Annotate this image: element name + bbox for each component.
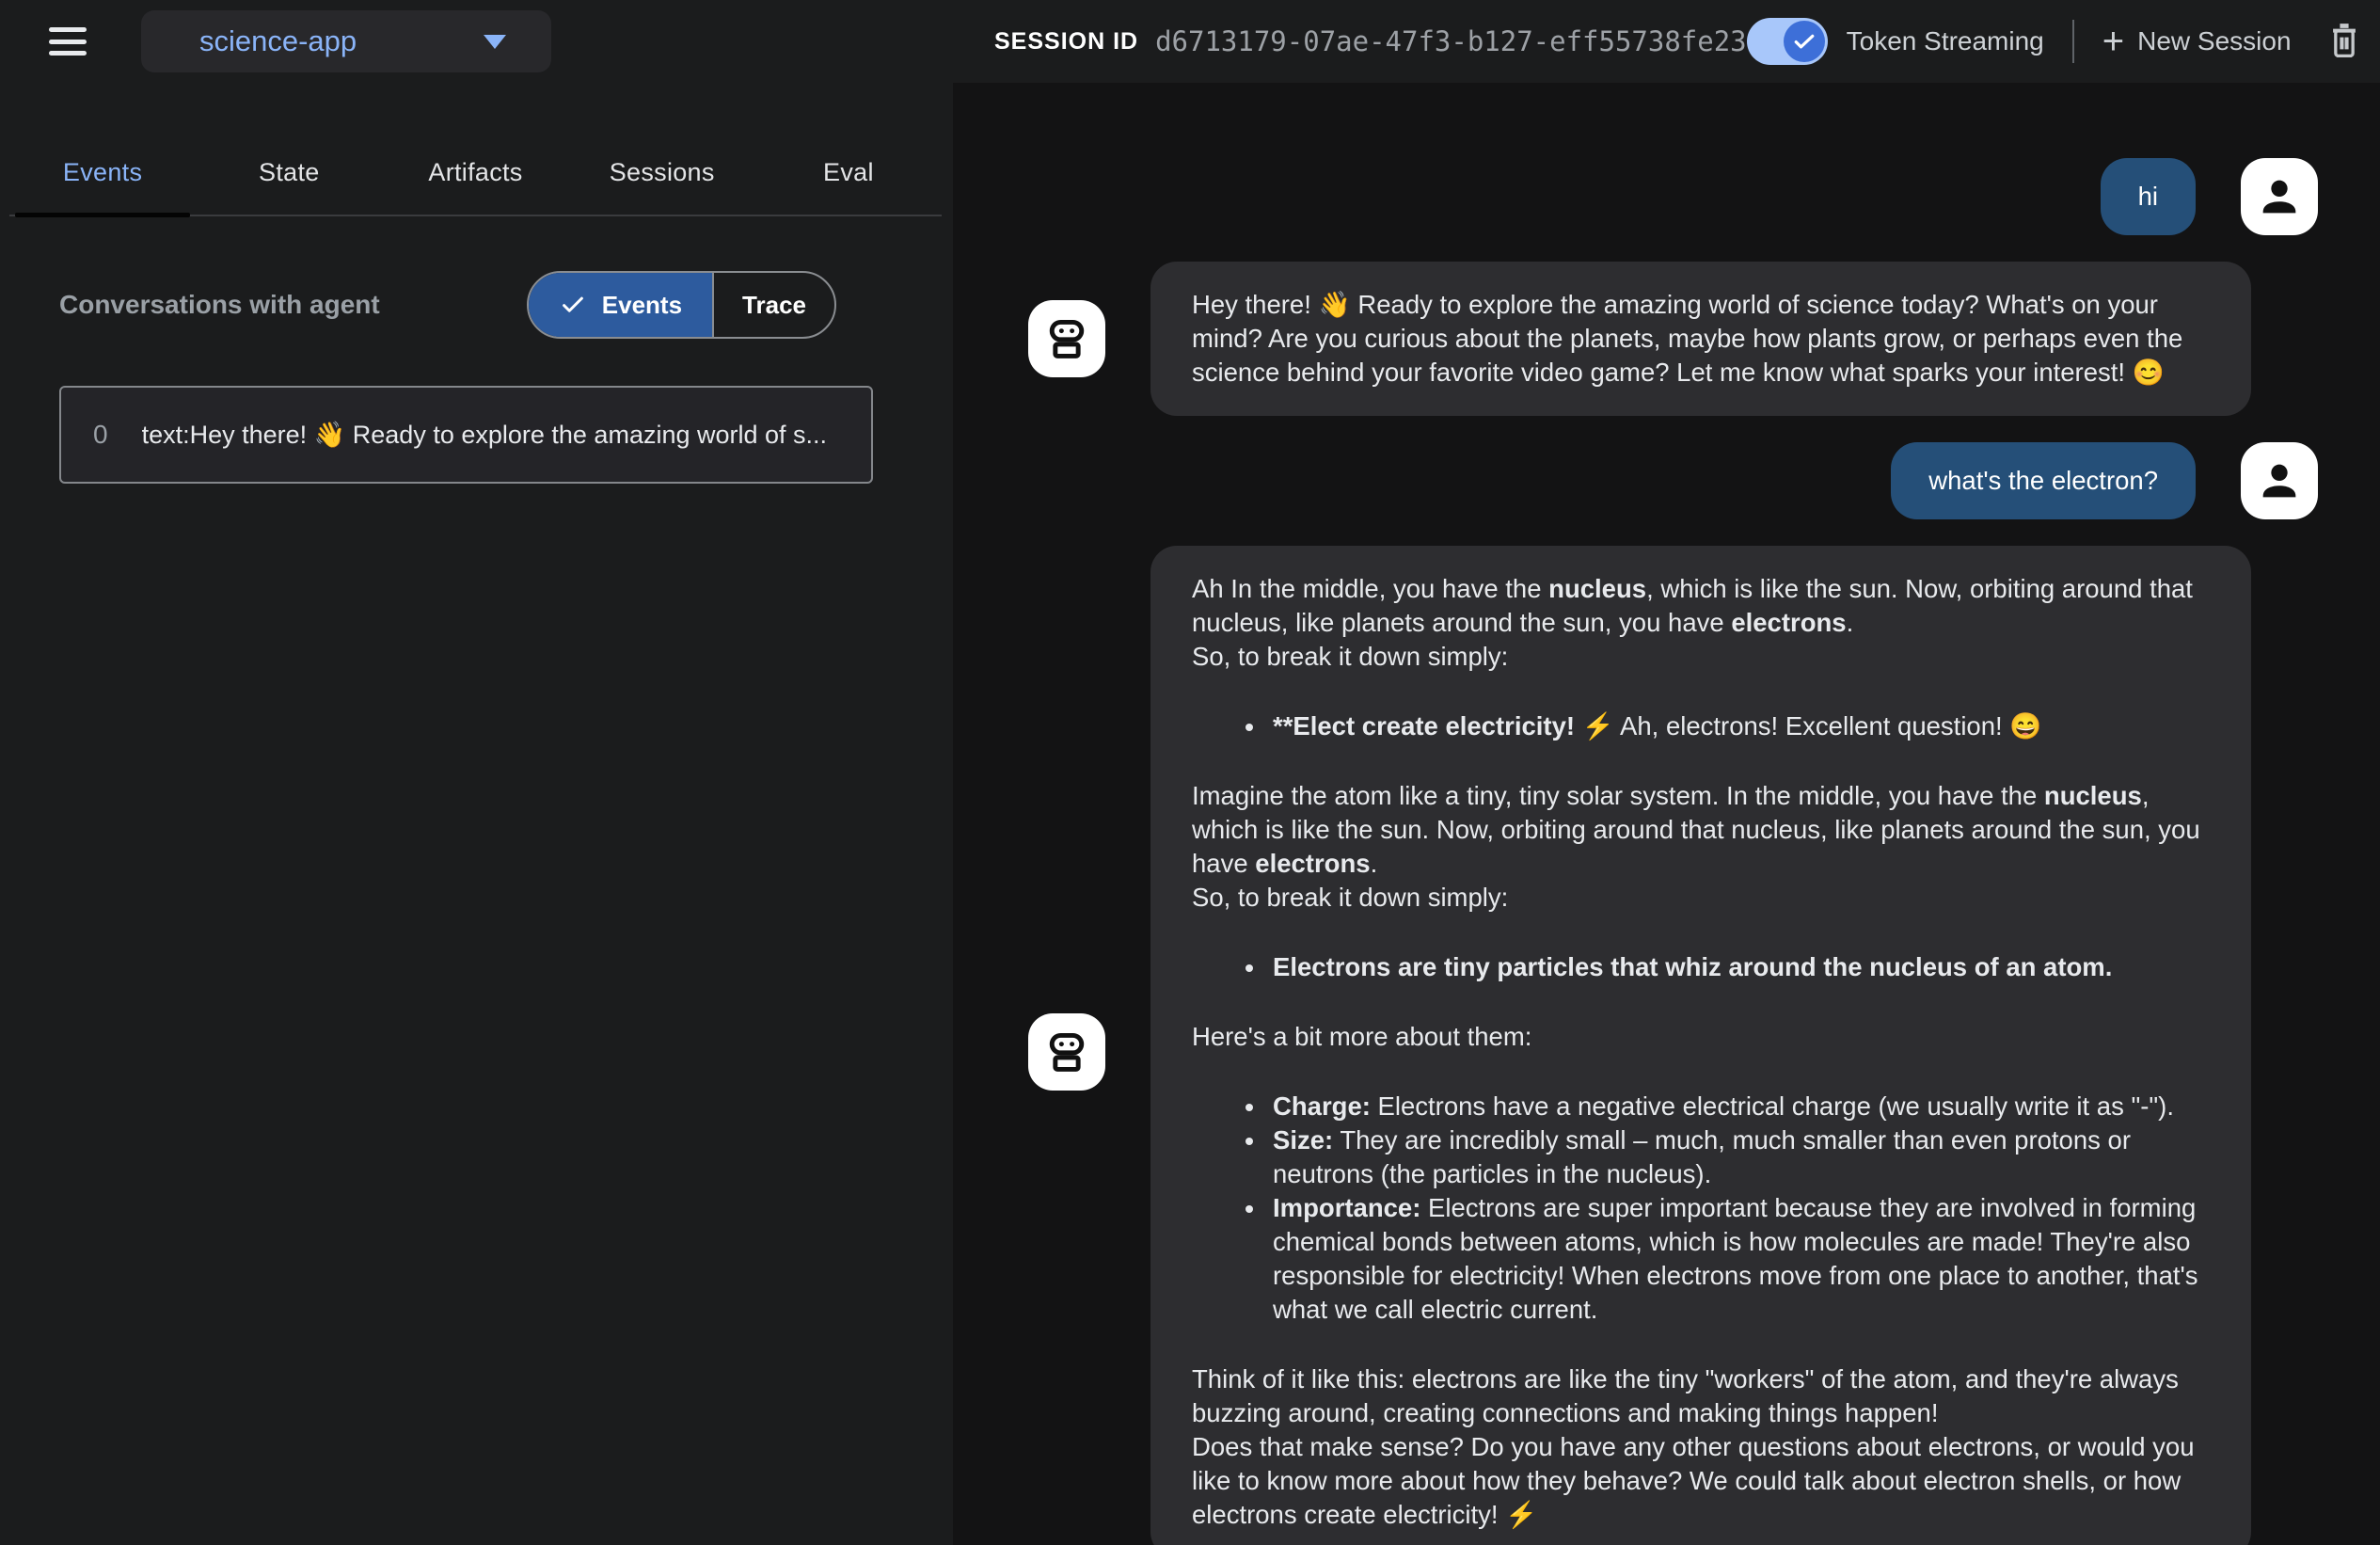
main-area [0,83,2380,1545]
message-paragraph [1192,572,2210,640]
event-index: 0 [93,420,108,449]
text: , which is like the sun. Now, orbiting around that nucleus, like planets around the sun, you have [1192,574,2193,637]
text: hi [2137,182,2158,211]
text: Hey there! 👋 Ready to explore the amazing world of science today? What's on your mind? Are you curious about the planets, maybe how plants grow, or perhaps even the science behind your favorite video game? Let me know what sparks your interest! 😊 [1192,290,2183,387]
message-bullet-item [1267,1090,2210,1123]
trash-icon [2324,21,2365,62]
tab-state[interactable]: State [259,157,320,186]
bold-text: Size: [1273,1125,1334,1155]
toggle-option-trace[interactable] [712,273,834,337]
tab-eval[interactable]: Eval [823,157,874,186]
bold-text: Electrons are tiny particles that whiz around the nucleus of an atom. [1273,952,2113,981]
tab-bar [9,130,942,216]
token-streaming-toggle[interactable] [1747,18,1828,65]
bold-text: electrons [1731,608,1847,637]
section-title: Conversations with agent [59,290,380,319]
robot-icon [1041,1027,1092,1077]
tab-events[interactable]: Events [62,157,143,186]
user-avatar [2241,442,2318,519]
event-summary: text:Hey there! 👋 Ready to explore the amazing world of s... [141,421,828,449]
agent-avatar [1028,300,1105,377]
toggle-option-label: Events [601,290,683,319]
divider [2072,20,2074,63]
chat-panel [953,83,2380,1545]
tab-sessions[interactable]: Sessions [609,157,715,186]
check-icon [1790,27,1818,56]
agent-message-row [1028,262,2318,416]
message-paragraph [1928,464,2158,498]
person-icon [2255,172,2304,221]
tab-artifacts[interactable]: Artifacts [428,157,523,186]
agent-message-bubble [1150,262,2251,416]
new-session-label: New Session [2137,26,2292,56]
message-bullet-list [1192,1090,2210,1327]
text: So, to break it down simply: [1192,642,1509,671]
app-selector-value: science-app [199,24,357,57]
bold-text: electrons [1255,849,1371,878]
bold-text: **Elect create electricity! [1273,711,1576,741]
plus-icon: + [2102,21,2125,62]
message-bullet-list [1192,709,2210,743]
menu-bar [49,40,87,44]
session-id-value: d6713179-07ae-47f3-b127-eff55738fe23 [1155,25,1747,57]
user-message-bubble [1891,442,2196,519]
user-message-row [1028,442,2318,519]
message-paragraph [1192,779,2210,881]
new-session-button[interactable] [2102,21,2292,62]
menu-icon[interactable] [49,27,87,56]
text: Does that make sense? Do you have any other questions about electrons, or would you like to know more about how they behave? We could talk about electron shells, or how electrons create electricity! ⚡ [1192,1432,2195,1529]
message-bullet-item [1267,1191,2210,1327]
text: Here's a bit more about them: [1192,1022,1532,1051]
text: Ah In the middle, you have the [1192,574,1549,603]
agent-message-bubble [1150,546,2251,1545]
conversations-header-row [59,271,836,339]
text: ⚡ Ah, electrons! Excellent question! 😄 [1575,711,2042,741]
message-bullet-item [1267,950,2210,984]
person-icon [2255,456,2304,505]
text: Imagine the atom like a tiny, tiny solar system. In the middle, you have the [1192,781,2044,810]
toggle-thumb [1784,21,1825,62]
top-bar-right [953,18,2380,65]
message-paragraph [1192,288,2210,390]
message-paragraph [1192,640,2210,674]
message-bullet-item [1267,709,2210,743]
chevron-down-icon [484,35,506,49]
text: So, to break it down simply: [1192,883,1509,912]
message-bullet-item [1267,1123,2210,1191]
message-paragraph [1192,1430,2210,1532]
top-bar [0,0,2380,83]
agent-avatar [1028,1013,1105,1091]
events-trace-toggle [527,271,836,339]
menu-bar [49,51,87,56]
bold-text: nucleus [2043,781,2142,810]
message-paragraph [1192,1362,2210,1430]
message-paragraph [2138,180,2158,214]
active-tab-indicator [15,213,190,217]
token-streaming-label: Token Streaming [1846,26,2044,56]
menu-bar [49,27,87,32]
user-message-bubble [2101,158,2196,235]
top-bar-left [0,10,953,72]
app-selector-dropdown[interactable] [141,10,551,72]
user-message-row [1028,158,2318,235]
text: , which is like the sun. Now, orbiting around that nucleus, like planets around the sun, you have [1192,781,2200,878]
message-paragraph [1192,1020,2210,1054]
text: Electrons are super important because they are involved in forming chemical bonds between atoms, which is how molecules are made! They're also responsible for electricity! When electrons move from one place to another, that's what we call electric current. [1273,1193,2198,1324]
toggle-option-events[interactable] [529,273,712,337]
toggle-option-label: Trace [742,290,806,319]
robot-icon [1041,313,1092,364]
user-avatar [2241,158,2318,235]
message-paragraph [1192,881,2210,915]
text: . [1846,608,1854,637]
text: what's the electron? [1928,466,2158,495]
session-id-label: SESSION ID [994,27,1139,55]
text: Think of it like this: electrons are like the tiny "workers" of the atom, and they're always buzzing around, creating connections and making things happen! [1192,1364,2179,1427]
bold-text: nucleus [1548,574,1647,603]
agent-message-row [1028,546,2318,1545]
bold-text: Charge: [1273,1091,1371,1121]
text: Electrons have a negative electrical charge (we usually write it as "-"). [1370,1091,2174,1121]
text: . [1370,849,1378,878]
side-panel [0,83,953,1545]
text: They are incredibly small – much, much smaller than even protons or neutrons (the particles in the nucleus). [1273,1125,2131,1188]
bold-text: Importance: [1273,1193,1421,1222]
check-icon [559,291,587,319]
event-list-item[interactable] [59,386,873,484]
delete-session-button[interactable] [2324,21,2365,62]
message-bullet-list [1192,950,2210,984]
